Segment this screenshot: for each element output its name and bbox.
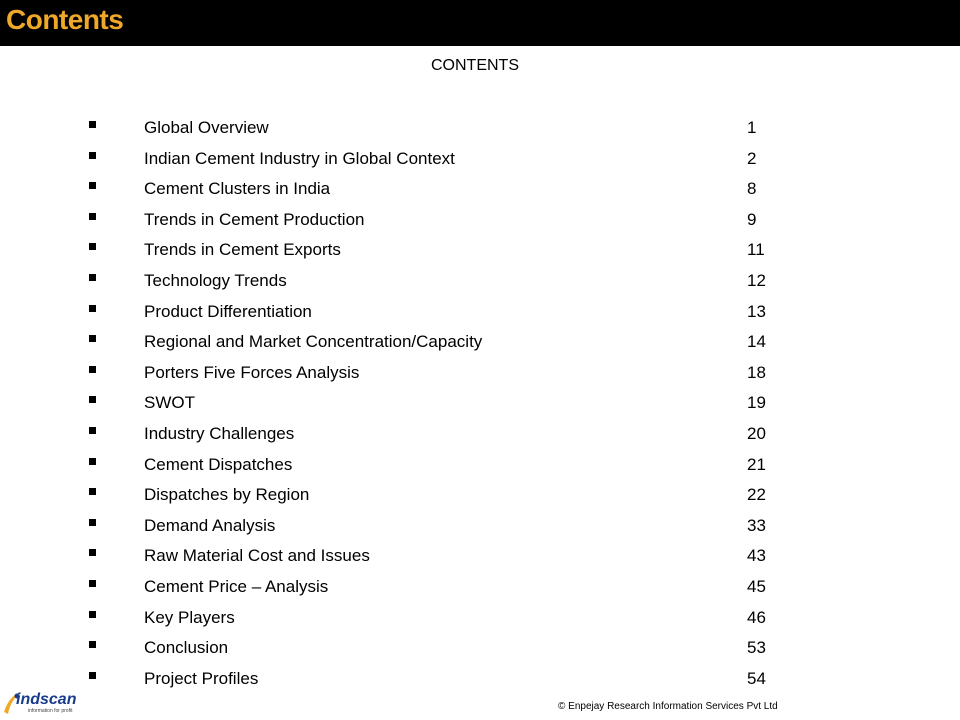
toc-entry <box>0 146 960 174</box>
toc-entry <box>0 513 960 541</box>
bullet-square-icon <box>89 458 96 465</box>
toc-entry-page: 13 <box>747 301 766 321</box>
toc-entry <box>0 360 960 388</box>
toc-entry-page: 18 <box>747 362 766 382</box>
toc-entry <box>0 390 960 418</box>
toc-entry-page: 2 <box>747 148 757 168</box>
toc-entry <box>0 452 960 480</box>
toc-entry <box>0 666 960 694</box>
toc-entry <box>0 421 960 449</box>
toc-entry-title: Technology Trends <box>144 271 287 290</box>
bullet-square-icon <box>89 121 96 128</box>
bullet-square-icon <box>89 213 96 220</box>
toc-entry-title: Regional and Market Concentration/Capacity <box>144 332 483 352</box>
toc-entry <box>0 237 960 265</box>
title-bar <box>0 0 960 46</box>
toc-entry-page: 21 <box>747 454 766 474</box>
toc-entry-page: 20 <box>747 424 766 443</box>
toc-entry <box>0 207 960 235</box>
toc-entry-page: 9 <box>747 209 757 229</box>
toc-entry <box>0 115 960 143</box>
toc-entry <box>0 176 960 204</box>
logo-text: indscan <box>16 691 77 708</box>
toc-entry-page: 12 <box>747 271 766 290</box>
toc-entry-page: 22 <box>747 485 766 505</box>
toc-entry-page: 19 <box>747 393 766 413</box>
toc-entry-page: 46 <box>747 607 766 627</box>
bullet-square-icon <box>89 152 96 159</box>
bullet-square-icon <box>89 580 96 587</box>
bullet-square-icon <box>89 335 96 342</box>
toc-entry <box>0 268 960 296</box>
toc-entry-title: Global Overview <box>144 118 269 137</box>
page-title: Contents <box>6 4 124 35</box>
toc-entry <box>0 605 960 633</box>
bullet-square-icon <box>89 243 96 250</box>
toc-entry <box>0 482 960 510</box>
copyright-notice: © Enpejay Research Information Services Pvt Ltd <box>558 701 778 712</box>
bullet-square-icon <box>89 519 96 526</box>
toc-entry-page: 11 <box>747 240 765 260</box>
toc-entry-title: Raw Material Cost and Issues <box>144 546 370 566</box>
toc-entry-title: Trends in Cement Exports <box>144 240 341 260</box>
toc-entry-title: Cement Dispatches <box>144 454 293 474</box>
toc-entry-page: 43 <box>747 546 766 566</box>
toc-entry-page: 33 <box>747 515 766 535</box>
toc-entry-page: 54 <box>747 668 766 688</box>
bullet-square-icon <box>89 366 96 373</box>
toc-entry-title: Porters Five Forces Analysis <box>144 362 360 382</box>
toc-entry-title: Project Profiles <box>144 668 259 688</box>
toc-entry-title: Dispatches by Region <box>144 485 310 505</box>
bullet-square-icon <box>89 611 96 618</box>
toc-entry-title: Key Players <box>144 607 235 627</box>
toc-entry-page: 8 <box>747 179 757 199</box>
bullet-square-icon <box>89 305 96 312</box>
toc-entry-title: Indian Cement Industry in Global Context <box>144 148 455 168</box>
toc-entry-title: Demand Analysis <box>144 515 276 535</box>
toc-entry <box>0 543 960 571</box>
toc-entry-page: 1 <box>747 118 757 137</box>
toc-entry-title: Conclusion <box>144 638 229 658</box>
toc-entry-title: Industry Challenges <box>144 424 295 443</box>
bullet-square-icon <box>89 182 96 189</box>
toc-entry-title: Trends in Cement Production <box>144 209 365 229</box>
toc-entry <box>0 574 960 602</box>
toc-entry-title: Product Differentiation <box>144 301 312 321</box>
contents-heading: CONTENTS <box>431 57 519 74</box>
toc-entry-title: SWOT <box>144 393 195 413</box>
indscan-logo <box>2 690 77 716</box>
toc-entry <box>0 635 960 663</box>
toc-entry-page: 14 <box>747 332 766 352</box>
bullet-square-icon <box>89 427 96 434</box>
toc-entry-page: 45 <box>747 577 766 596</box>
logo-tagline: information for profit <box>28 708 73 714</box>
bullet-square-icon <box>89 549 96 556</box>
toc-entry-title: Cement Price – Analysis <box>144 577 329 596</box>
toc-entry <box>0 299 960 327</box>
toc-entry-title: Cement Clusters in India <box>144 179 331 199</box>
bullet-square-icon <box>89 274 96 281</box>
bullet-square-icon <box>89 641 96 648</box>
toc-entry <box>0 329 960 357</box>
toc-entry-page: 53 <box>747 638 766 658</box>
bullet-square-icon <box>89 672 96 679</box>
bullet-square-icon <box>89 396 96 403</box>
bullet-square-icon <box>89 488 96 495</box>
